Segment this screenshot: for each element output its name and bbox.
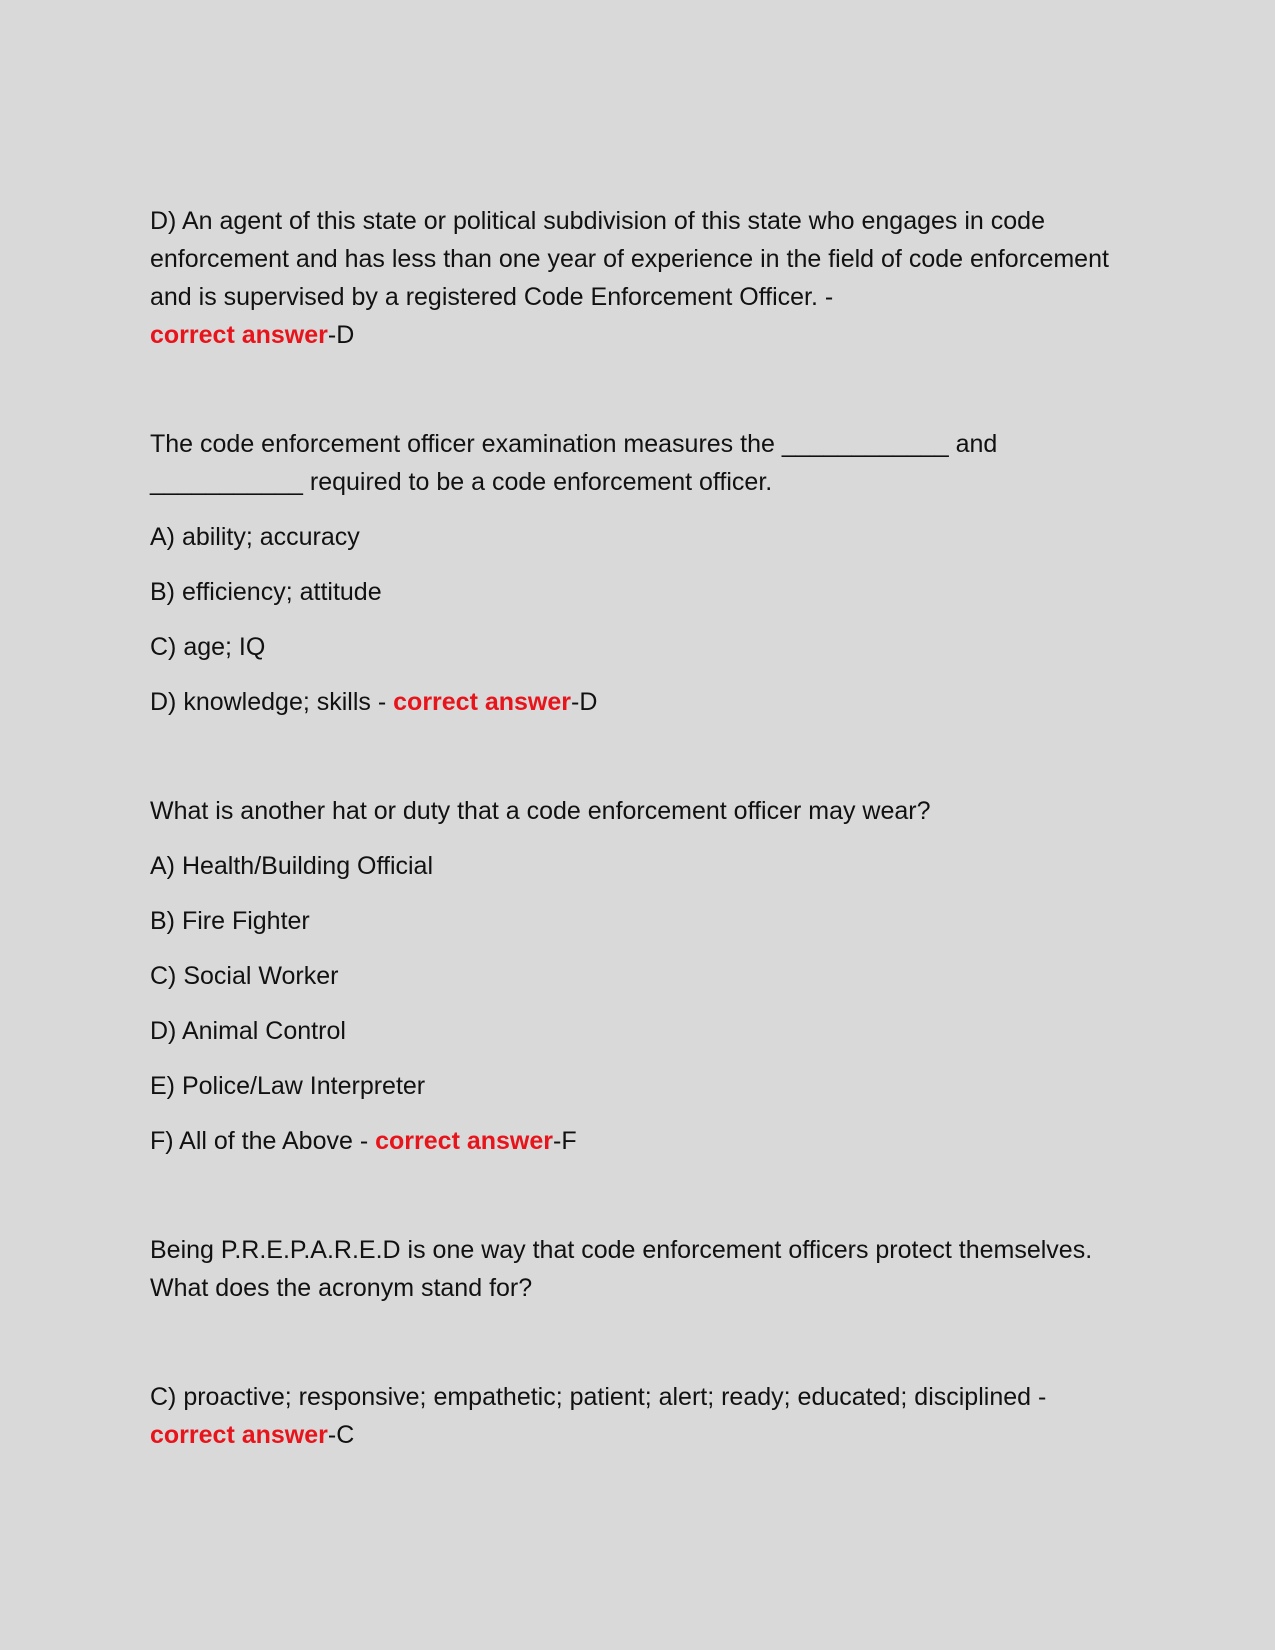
q3-option-c: C) Social Worker — [150, 962, 339, 990]
q4-option-c — [150, 1378, 1140, 1454]
q1-option-d-text: D) An agent of this state or political subdivision of this state who engages in code enforcement and has less than one year of experience in the field of code enforcement and is supervised by a registered Code Enforcement Officer. - — [150, 207, 1109, 311]
q2-option-d-text: D) knowledge; skills - — [150, 688, 394, 716]
q3-option-f — [150, 1122, 1140, 1160]
correct-answer-label: correct answer — [150, 1421, 328, 1449]
q2-option-c: C) age; IQ — [150, 633, 266, 661]
q4-option-c-text: C) proactive; responsive; empathetic; patient; alert; ready; educated; disciplined - — [150, 1383, 1047, 1411]
q1-option-d — [150, 202, 1140, 354]
correct-answer-value: -C — [327, 1421, 355, 1449]
correct-answer-value: -D — [571, 688, 598, 716]
q2-option-a: A) ability; accuracy — [150, 523, 360, 551]
correct-answer-label: correct answer — [375, 1127, 553, 1155]
correct-answer-label: correct answer — [150, 321, 328, 349]
q3-option-a: A) Health/Building Official — [150, 852, 434, 880]
q4-question: Being P.R.E.P.A.R.E.D is one way that code enforcement officers protect themselves. What does the acronym stand for? — [150, 1236, 1093, 1302]
correct-answer-label: correct answer — [393, 688, 572, 716]
q3-option-b: B) Fire Fighter — [150, 907, 310, 935]
correct-answer-value: -D — [327, 321, 355, 349]
q3-option-d: D) Animal Control — [150, 1017, 346, 1045]
q3-option-f-text: F) All of the Above - — [150, 1127, 376, 1155]
q3-question: What is another hat or duty that a code enforcement officer may wear? — [150, 797, 931, 825]
document-page — [150, 202, 1140, 1454]
correct-answer-value: -F — [553, 1127, 577, 1155]
q2-option-b: B) efficiency; attitude — [150, 578, 382, 606]
q2-option-d — [150, 683, 1140, 721]
q2-question: The code enforcement officer examination measures the ____________ and ___________ required to be a code enforcement officer. — [150, 430, 998, 496]
q3-option-e: E) Police/Law Interpreter — [150, 1072, 426, 1100]
